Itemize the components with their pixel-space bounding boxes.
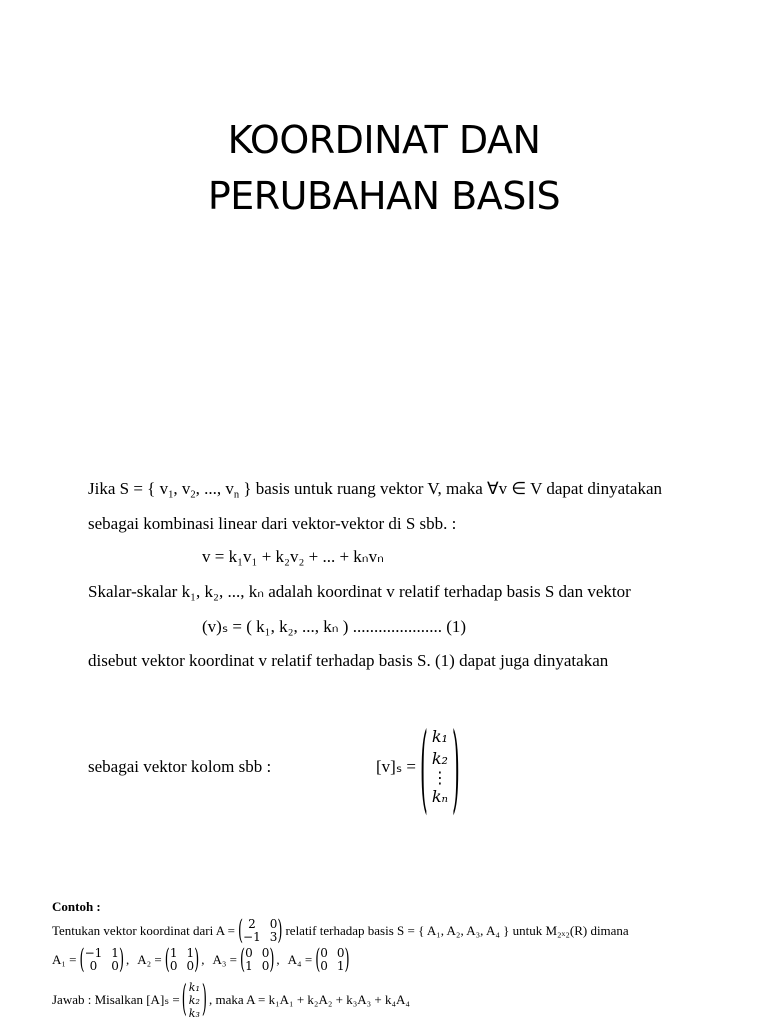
matrix-entry: 1: [169, 946, 178, 960]
slide-title: [0, 112, 768, 224]
matrix-entry: 0: [269, 917, 278, 931]
matrix-entry: 1: [186, 946, 195, 960]
sub: 2: [190, 489, 196, 501]
matrix-entry: −1: [243, 930, 261, 944]
matrix-entry: 1: [111, 946, 119, 960]
matrix-a: [237, 915, 283, 947]
matrix-entry: 0: [336, 946, 345, 960]
column-vector: [420, 709, 460, 825]
matrix-entry: 1: [336, 959, 345, 973]
vector-entry: kₙ: [431, 787, 449, 806]
equation-linear-combination: v = k₁v₁ + k₂v₂ + ... + kₙvₙ: [202, 547, 384, 566]
vector-entry: ⋮: [431, 768, 448, 787]
text: , ..., v: [195, 479, 234, 498]
basis-matrices: A₁ = ( −1 1 0 0 ) , A₂ = ( 1 1 0 0 ) , A₃ = ( 0 0 1 0 ) , A₄ = ( 0 0 0 1 ): [52, 944, 350, 976]
matrix-entry: 0: [320, 946, 328, 960]
text: , maka A = k₁A₁ + k₂A₂ + k₃A₃ + k₄A₄: [208, 992, 410, 1007]
sub: n: [233, 489, 240, 501]
vector-entry: k₃: [188, 1006, 200, 1020]
matrix-entry: 2: [248, 917, 256, 931]
paragraph-coordinate-definition: disebut vektor koordinat v relatif terhadap basis S. (1) dapat juga dinyatakan: [88, 651, 609, 670]
matrix-a3: ( 0 0 1 0 ): [239, 944, 275, 976]
text: Jawab : Misalkan [A]ₛ =: [52, 992, 180, 1007]
vector-entry: k₁: [188, 980, 200, 994]
vector-entry: k₁: [431, 727, 448, 746]
matrix-entry: 0: [245, 946, 253, 960]
matrix-entry: 1: [245, 959, 253, 973]
title-line-2: PERUBAHAN BASIS: [207, 174, 561, 218]
text: , v: [173, 479, 191, 498]
matrix-entry: 0: [89, 959, 98, 973]
matrix-entry: 0: [320, 959, 328, 973]
paragraph-column-vector: sebagai vektor kolom sbb :: [88, 757, 272, 776]
equation-coordinate-vector: (v)ₛ = ( k₁, k₂, ..., kₙ ) ..................... (1): [202, 617, 467, 636]
matrix-entry: 0: [261, 946, 270, 960]
paragraph-scalars: Skalar-skalar k₁, k₂, ..., kₙ adalah koordinat v relatif terhadap basis S dan vektor: [88, 582, 631, 601]
text: Tentukan vektor koordinat dari A =: [52, 923, 235, 938]
right-paren: ): [277, 915, 283, 947]
label-a2: A₂ =: [137, 952, 162, 967]
matrix-entry: 0: [186, 959, 195, 973]
equation-column-vector: [376, 709, 460, 825]
text: } basis untuk ruang vektor V, maka ∀v ∈ V dapat dinyatakan: [239, 479, 662, 498]
text: relatif terhadap basis S = { A₁, A₂, A₃, A₄ } untuk M₂ₓ₂(R) dimana: [285, 923, 629, 938]
matrix-a4: ( 0 0 0 1 ): [315, 944, 350, 976]
label-a1: A₁ =: [52, 952, 77, 967]
label-a4: A₄ =: [287, 952, 313, 967]
example-question: [52, 916, 629, 946]
right-paren: ): [452, 709, 460, 825]
matrix-a2: ( 1 1 0 0 ): [164, 944, 200, 976]
title-line-1: KOORDINAT DAN: [227, 118, 541, 162]
answer-column-vector: ( k₁ k₂ k₃ ): [181, 979, 207, 1021]
example-heading: Contoh :: [52, 899, 101, 914]
matrix-entry: 0: [169, 959, 178, 973]
paragraph-intro: [88, 479, 662, 499]
paragraph-linear-combination: sebagai kombinasi linear dari vektor-vektor di S sbb. :: [88, 514, 457, 533]
matrix-entry: 0: [111, 959, 119, 973]
matrix-entry: 3: [269, 930, 278, 944]
matrix-entry: 0: [261, 959, 270, 973]
left-paren: (: [237, 915, 244, 947]
vector-entry: k₂: [188, 993, 200, 1007]
text: Jika S = { v: [88, 479, 169, 498]
matrix-entry: −1: [84, 946, 103, 960]
label-a3: A₃ =: [212, 952, 237, 967]
sub: 1: [168, 489, 174, 501]
answer-line: [52, 978, 410, 1022]
left-paren: (: [420, 709, 428, 825]
vector-entry: k₂: [431, 749, 448, 768]
eq-lhs: [v]ₛ =: [376, 757, 417, 776]
matrix-a1: ( −1 1 0 0 ): [79, 944, 125, 976]
